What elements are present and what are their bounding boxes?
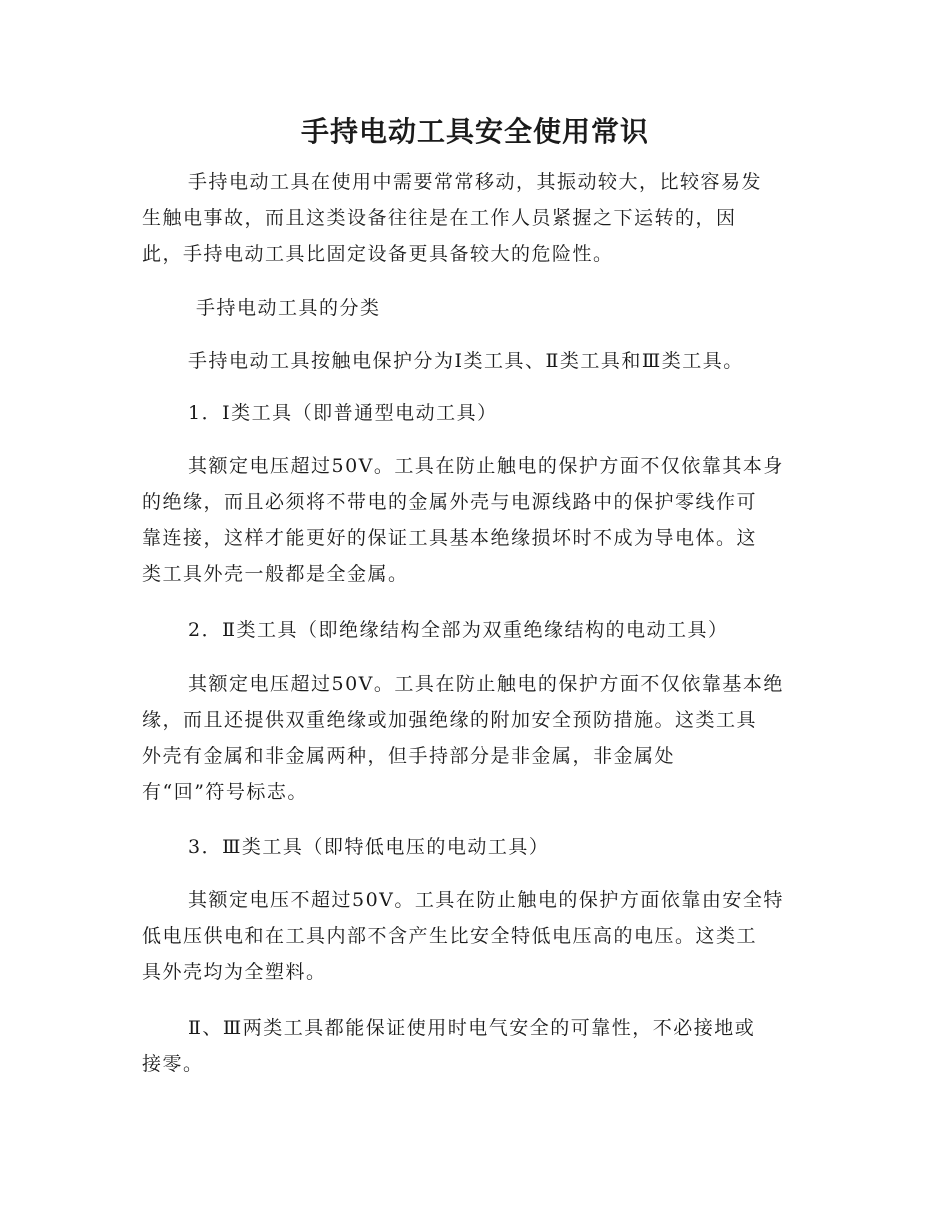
classification-paragraph	[142, 343, 810, 379]
section-heading-paragraph	[142, 290, 810, 326]
class1-line: 其额定电压超过50V。工具在防止触电的保护方面不仅依靠其本身	[188, 455, 784, 477]
class1-body-paragraph	[142, 448, 810, 592]
section-heading: 手持电动工具的分类	[196, 297, 381, 319]
intro-line: 生触电事故，而且这类设备往往是在工作人员紧握之下运转的，因	[142, 207, 737, 229]
class1-heading: 1．Ⅰ类工具（即普通型电动工具）	[188, 402, 498, 424]
class1-heading-paragraph	[142, 395, 810, 431]
conclusion-line: Ⅱ、Ⅲ两类工具都能保证使用时电气安全的可靠性，不必接地或	[188, 1017, 756, 1039]
conclusion-paragraph	[142, 1010, 810, 1082]
class2-line: 有“回”符号标志。	[142, 781, 308, 803]
class1-line: 靠连接，这样才能更好的保证工具基本绝缘损坏时不成为导电体。这	[142, 527, 758, 549]
class2-line: 外壳有金属和非金属两种，但手持部分是非金属，非金属处	[142, 745, 676, 767]
class2-line: 其额定电压超过50V。工具在防止触电的保护方面不仅依靠基本绝	[188, 673, 784, 695]
page-title: 手持电动工具安全使用常识	[300, 115, 649, 148]
class3-line: 低电压供电和在工具内部不含产生比安全特低电压高的电压。这类工	[142, 925, 758, 947]
class2-heading-paragraph	[142, 612, 810, 648]
class2-body-paragraph	[142, 666, 810, 810]
class1-line: 的绝缘，而且必须将不带电的金属外壳与电源线路中的保护零线作可	[142, 491, 758, 513]
class1-line: 类工具外壳一般都是全金属。	[142, 563, 409, 585]
class3-heading-paragraph	[142, 829, 810, 865]
intro-line: 此，手持电动工具比固定设备更具备较大的危险性。	[142, 243, 614, 265]
class2-heading: 2．Ⅱ类工具（即绝缘结构全部为双重绝缘结构的电动工具）	[188, 619, 729, 641]
class2-line: 缘，而且还提供双重绝缘或加强绝缘的附加安全预防措施。这类工具	[142, 709, 758, 731]
class3-line: 具外壳均为全塑料。	[142, 961, 327, 983]
intro-line: 手持电动工具在使用中需要常常移动，其振动较大，比较容易发	[188, 171, 763, 193]
class3-line: 其额定电压不超过50V。工具在防止触电的保护方面依靠由安全特	[188, 889, 784, 911]
class3-heading: 3．Ⅲ类工具（即特低电压的电动工具）	[188, 836, 550, 858]
intro-paragraph	[142, 164, 810, 272]
classification-line: 手持电动工具按触电保护分为Ⅰ类工具、Ⅱ类工具和Ⅲ类工具。	[188, 350, 744, 372]
conclusion-line: 接零。	[142, 1053, 204, 1075]
class3-body-paragraph	[142, 882, 810, 990]
